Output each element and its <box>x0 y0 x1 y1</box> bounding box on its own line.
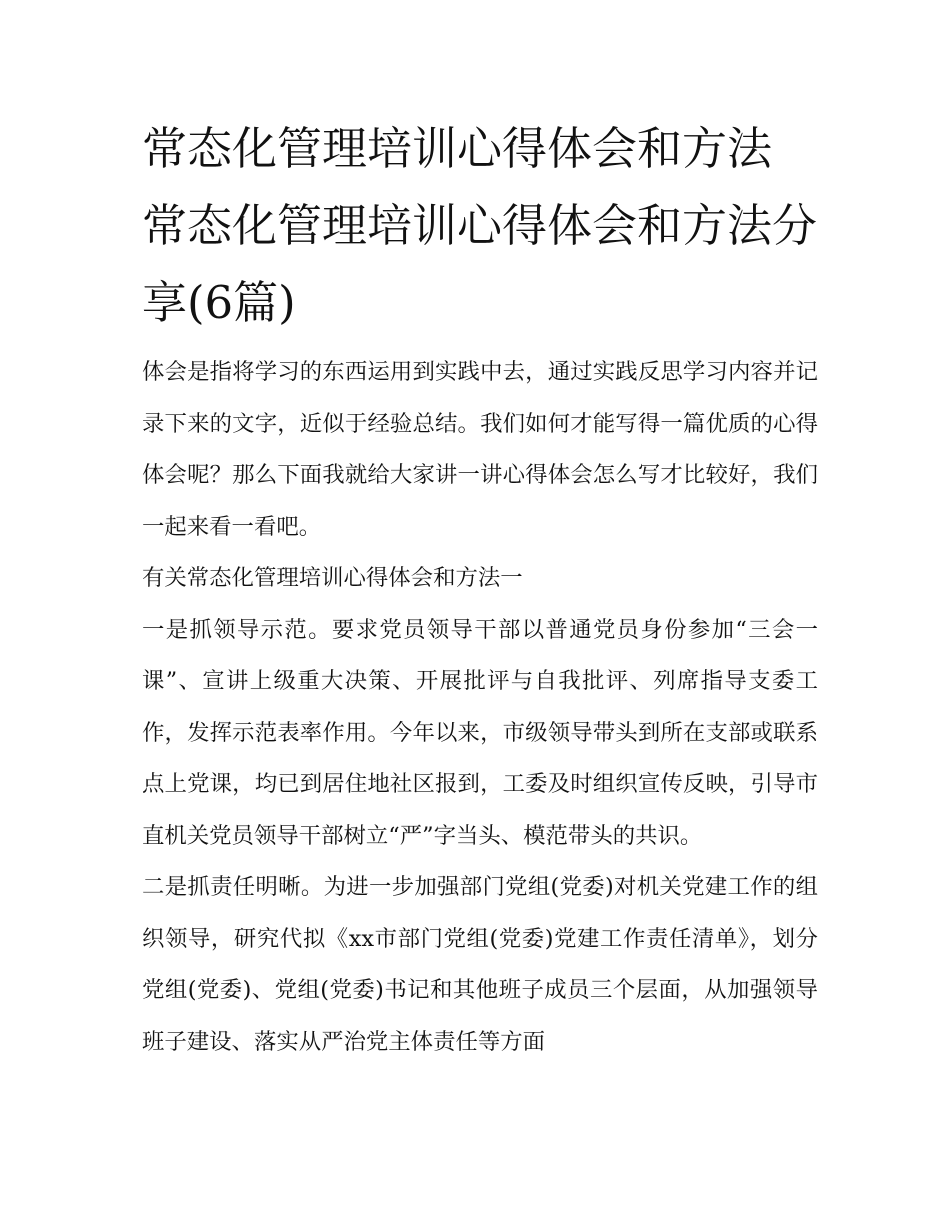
document-title: 常态化管理培训心得体会和方法 常态化管理培训心得体会和方法分享(6篇) <box>142 122 818 329</box>
body-paragraph: 二是抓责任明晰。为进一步加强部门党组(党委)对机关党建工作的组织领导，研究代拟《xx市部门党组(党委)党建工作责任清单》，划分党组(党委)、党组(党委)书记和其他班子成员三个层面，从加强领导班子建设、落实从严治党主体责任等方面 <box>142 874 818 1055</box>
document-body <box>142 110 818 1068</box>
section-heading: 有关常态化管理培训心得体会和方法一 <box>142 565 523 591</box>
body-paragraph: 一是抓领导示范。要求党员领导干部以普通党员身份参加“三会一课”、宣讲上级重大决策、开展批评与自我批评、列席指导支委工作，发挥示范表率作用。今年以来，市级领导带头到所在支部或联系点上党课，均已到居住地社区报到，工委及时组织宣传反映，引导市直机关党员领导干部树立“严”字当头、模范带头的共识。 <box>142 616 818 849</box>
intro-paragraph: 体会是指将学习的东西运用到实践中去，通过实践反思学习内容并记录下来的文字，近似于经验总结。我们如何才能写得一篇优质的心得体会呢？那么下面我就给大家讲一讲心得体会怎么写才比较好，我们一起来看一看吧。 <box>142 359 818 540</box>
